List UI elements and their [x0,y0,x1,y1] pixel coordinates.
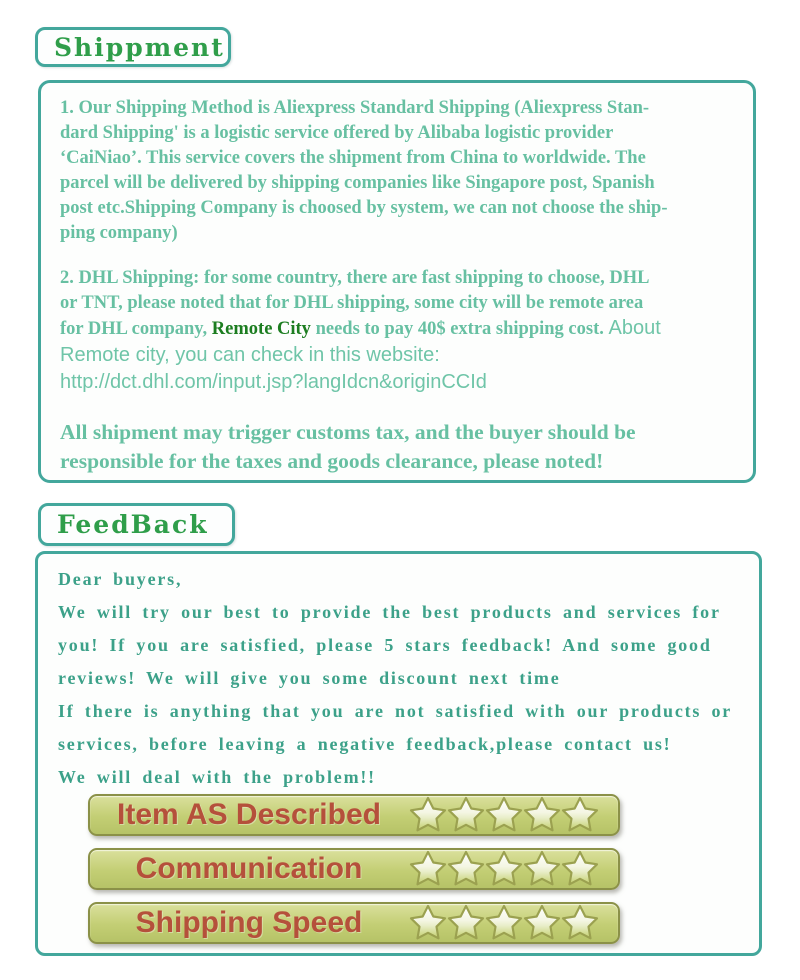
rating-bar-communication [88,848,620,890]
rating-label: Item AS Described [117,798,381,831]
feedback-message [58,563,759,794]
dhl-shipping-paragraph [60,266,737,396]
star-icon [484,795,524,835]
star-icon [408,849,448,889]
shipment-title: Shippment [54,32,225,62]
text-line: ‘CaiNiao’. This service covers the shipment from China to worldwide. The [60,148,646,168]
star-icon [484,849,524,889]
text-line: reviews! We will give you some discount next time [58,668,561,688]
text-line: services, before leaving a negative feedback,please contact us! [58,734,672,754]
star-icon [522,903,562,943]
feedback-panel [35,551,762,956]
star-icon [560,849,600,889]
text-line: If there is anything that you are not satisfied with our products or [58,701,733,721]
rating-bar-item-as-described [88,794,620,836]
star-icon [408,795,448,835]
text-line: We will try our best to provide the best products and services for [58,602,721,622]
dhl-remote-check-url: http://dct.dhl.com/input.jsp?langIdcn&originCCId [60,371,487,393]
star-rating [410,903,600,943]
shipment-info-panel [38,80,756,483]
star-icon [560,795,600,835]
star-rating [410,849,600,889]
text-line: responsible for the taxes and goods clearance, please noted! [60,449,604,473]
star-icon [446,849,486,889]
rating-label: Shipping Speed [135,906,363,939]
star-icon [522,849,562,889]
shipping-method-paragraph [60,96,737,246]
text-line: ping company) [60,223,178,243]
shipment-title-box [35,27,231,67]
star-icon [446,903,486,943]
text-line: Dear buyers, [58,569,183,589]
text-line: 2. DHL Shipping: for some country, there are fast shipping to choose, DHL [60,268,650,288]
star-icon [408,903,448,943]
text-line: you! If you are satisfied, please 5 stars feedback! And some good [58,635,712,655]
star-icon [484,903,524,943]
text-line: dard Shipping' is a logistic service offered by Alibaba logistic provider [60,123,614,143]
text-line [60,316,737,342]
rating-bar-shipping-speed [88,902,620,944]
text-segment: needs to pay 40$ extra shipping cost. [310,319,609,339]
star-rating [410,795,600,835]
text-line: post etc.Shipping Company is choosed by system, we can not choose the ship- [60,198,668,218]
text-segment: for DHL company, [60,319,212,339]
text-line: parcel will be delivered by shipping companies like Singapore post, Spanish [60,173,655,193]
text-line: Remote city, you can check in this website: [60,344,440,366]
star-icon [560,903,600,943]
remote-city-highlight: Remote City [211,319,311,339]
star-icon [522,795,562,835]
customs-tax-notice [60,418,737,476]
text-line: We will deal with the problem!! [58,767,376,787]
text-line: All shipment may trigger customs tax, and the buyer should be [60,420,636,444]
star-icon [446,795,486,835]
feedback-title: FeedBack [57,510,209,539]
text-segment: About [608,317,661,339]
text-line: or TNT, please noted that for DHL shipping, some city will be remote area [60,293,644,313]
feedback-title-box [38,503,235,546]
rating-label: Communication [135,852,363,885]
text-line: 1. Our Shipping Method is Aliexpress Standard Shipping (Aliexpress Stan- [60,98,650,118]
